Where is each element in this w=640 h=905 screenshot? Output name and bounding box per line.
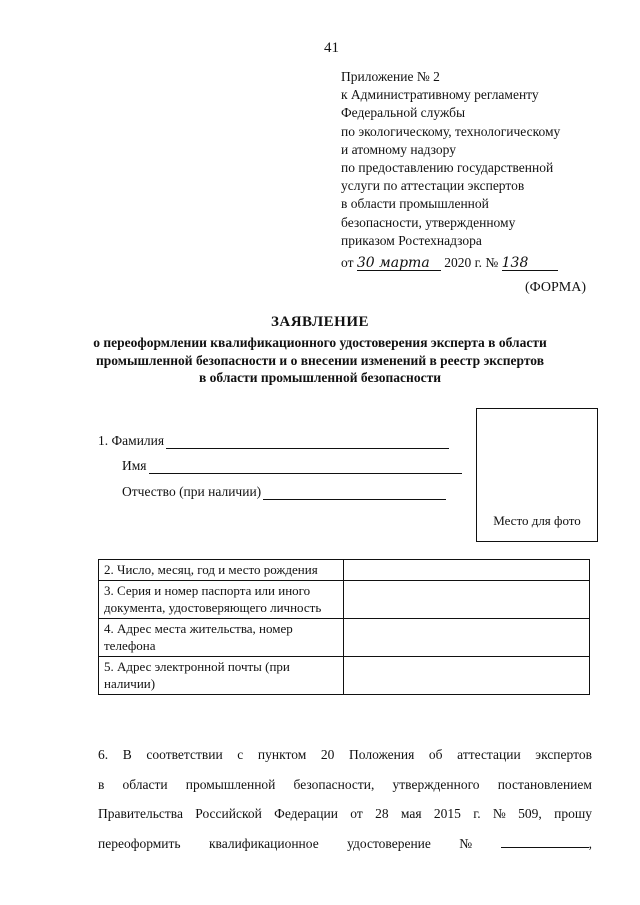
subtitle-line: в области промышленной безопасности bbox=[199, 370, 441, 385]
subtitle-line: о переоформлении квалификационного удостоверения эксперта в области bbox=[93, 335, 547, 350]
paragraph-word: об bbox=[428, 747, 443, 762]
paragraph-word: от bbox=[350, 806, 363, 821]
table-row bbox=[99, 580, 590, 618]
row-value-passport[interactable] bbox=[344, 580, 590, 618]
paragraph-word: постановлением bbox=[497, 776, 592, 792]
paragraph-word: с bbox=[237, 747, 244, 762]
paragraph-word: № bbox=[459, 835, 473, 851]
name-label: Имя bbox=[122, 458, 147, 473]
paragraph-word: Федерации bbox=[274, 806, 338, 821]
paragraph-word: 20 bbox=[320, 747, 335, 762]
paragraph-line bbox=[98, 799, 592, 829]
paragraph-word: Положения bbox=[349, 747, 415, 762]
paragraph-word: аттестации bbox=[457, 747, 521, 762]
row-value-birth[interactable] bbox=[344, 560, 590, 581]
page-number: 41 bbox=[324, 40, 339, 56]
surname-input-line[interactable] bbox=[166, 434, 449, 449]
paragraph-word: промышленной bbox=[185, 776, 276, 792]
photo-label: Место для фото bbox=[493, 513, 581, 528]
appendix-line: по экологическому, технологическому bbox=[341, 123, 561, 139]
paragraph-word: удостоверение bbox=[347, 835, 431, 851]
paragraph-line bbox=[98, 829, 592, 859]
paragraph-word: пунктом bbox=[257, 747, 307, 762]
name-field[interactable] bbox=[122, 458, 462, 474]
paragraph-word: в bbox=[98, 776, 105, 792]
surname-label: 1. Фамилия bbox=[98, 433, 165, 448]
paragraph-word: безопасности, bbox=[293, 776, 375, 792]
paragraph-word: 6. bbox=[98, 747, 109, 762]
date-suffix: 2020 г. № bbox=[444, 255, 499, 271]
row-value-address[interactable] bbox=[344, 618, 590, 656]
trailing-comma: , bbox=[588, 835, 592, 851]
paragraph-word: области bbox=[122, 776, 168, 792]
personal-data-table bbox=[98, 559, 590, 695]
paragraph-word: Российской bbox=[195, 806, 262, 821]
appendix-line: к Административному регламенту bbox=[341, 87, 539, 103]
form-label: (ФОРМА) bbox=[525, 280, 587, 295]
date-prefix: от bbox=[341, 255, 354, 271]
appendix-line: и атомному надзору bbox=[341, 141, 456, 157]
appendix-line: Федеральной службы bbox=[341, 105, 466, 121]
handwritten-number: 138 bbox=[502, 256, 558, 271]
appendix-line: по предоставлению государственной bbox=[341, 160, 554, 176]
paragraph-word: г. bbox=[473, 806, 481, 821]
appendix-line: в области промышленной bbox=[341, 196, 489, 212]
appendix-line: приказом Ростехнадзора bbox=[341, 232, 482, 248]
paragraph-line bbox=[98, 740, 592, 770]
subtitle-line: промышленной безопасности и о внесении изменений в реестр экспертов bbox=[96, 352, 544, 368]
handwritten-date: 30 марта bbox=[357, 256, 441, 271]
request-paragraph bbox=[98, 740, 592, 858]
table-row bbox=[99, 560, 590, 581]
paragraph-word: 2015 bbox=[433, 806, 461, 821]
paragraph-word: квалификационное bbox=[208, 835, 319, 851]
paragraph-word: В bbox=[122, 747, 132, 762]
paragraph-word: мая bbox=[400, 806, 422, 821]
document-title: ЗАЯВЛЕНИЕ bbox=[270, 314, 370, 330]
paragraph-line bbox=[98, 770, 592, 800]
row-label-birth: 2. Число, месяц, год и место рождения bbox=[99, 560, 344, 581]
certificate-number-blank[interactable] bbox=[501, 829, 592, 859]
paragraph-word: 28 bbox=[375, 806, 389, 821]
paragraph-word: переоформить bbox=[98, 835, 181, 851]
paragraph-word: экспертов bbox=[535, 747, 592, 762]
appendix-line: Приложение № 2 bbox=[341, 69, 440, 84]
row-label-email: 5. Адрес электронной почты (при наличии) bbox=[99, 656, 344, 694]
row-label-passport: 3. Серия и номер паспорта или иного документа, удостоверяющего личность bbox=[99, 580, 344, 618]
paragraph-word: 509, bbox=[518, 806, 542, 821]
patronymic-label: Отчество (при наличии) bbox=[122, 484, 262, 499]
paragraph-word: Правительства bbox=[98, 806, 183, 821]
patronymic-field[interactable] bbox=[122, 484, 446, 500]
appendix-line: услуги по аттестации экспертов bbox=[341, 178, 525, 194]
paragraph-word: прошу bbox=[554, 806, 592, 821]
table-row bbox=[99, 618, 590, 656]
appendix-header bbox=[341, 68, 626, 272]
name-input-line[interactable] bbox=[149, 459, 462, 474]
paragraph-word: № bbox=[492, 806, 506, 821]
document-subtitle bbox=[80, 334, 560, 387]
table-row bbox=[99, 656, 590, 694]
surname-field[interactable] bbox=[98, 433, 449, 449]
appendix-line: безопасности, утвержденному bbox=[341, 214, 516, 230]
order-date-line bbox=[341, 254, 626, 272]
paragraph-word: утвержденного bbox=[392, 776, 480, 792]
row-label-address: 4. Адрес места жительства, номер телефона bbox=[99, 618, 344, 656]
patronymic-input-line[interactable] bbox=[263, 485, 446, 500]
row-value-email[interactable] bbox=[344, 656, 590, 694]
photo-placeholder bbox=[476, 408, 598, 542]
paragraph-word: соответствии bbox=[146, 747, 223, 762]
